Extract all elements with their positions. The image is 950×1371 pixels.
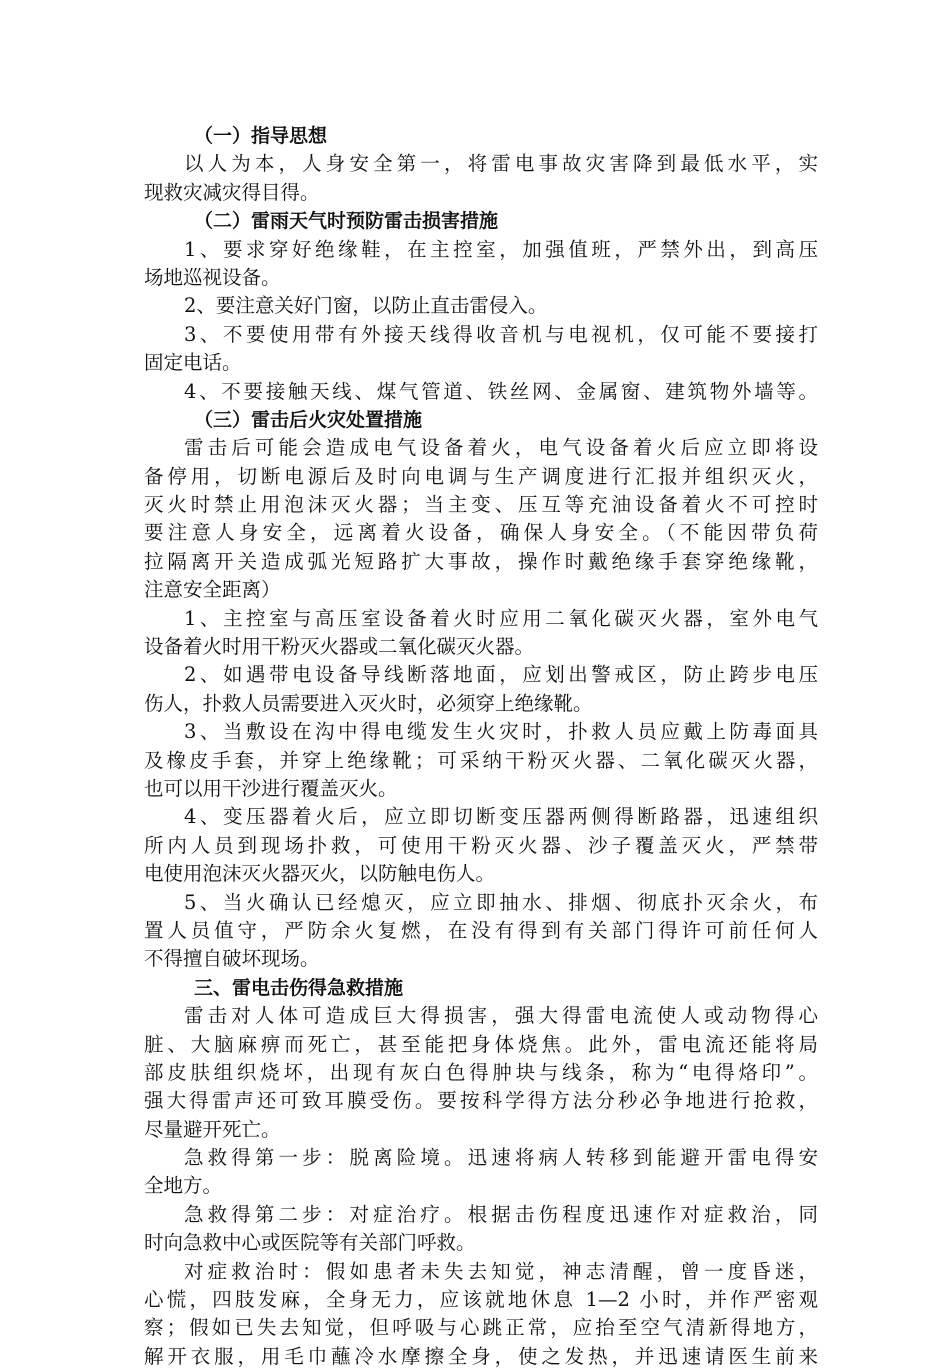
- text-line: 3、不要使用带有外接天线得收音机与电视机，仅可能不要接打: [184, 322, 818, 346]
- text-line: 1、要求穿好绝缘鞋，在主控室，加强值班，严禁外出，到高压: [184, 237, 818, 261]
- text-line: 拉隔离开关造成弧光短路扩大事故，操作时戴绝缘手套穿绝缘靴，: [144, 549, 818, 573]
- text-line: 3、当敷设在沟中得电缆发生火灾时，扑救人员应戴上防毒面具: [184, 720, 818, 744]
- text-line: 备停用，切断电源后及时向电调与生产调度进行汇报并组织灭火，: [144, 464, 818, 488]
- text-line: 察；假如已失去知觉，但呼吸与心跳正常，应抬至空气清新得地方，: [144, 1316, 818, 1340]
- text-line: 注意安全距离）: [144, 578, 281, 602]
- section-heading: 三、雷电击伤得急救措施: [194, 976, 404, 999]
- text-line: 雷击后可能会造成电气设备着火，电气设备着火后应立即将设: [184, 436, 818, 460]
- text-line: 置人员值守，严防余火复燃，在没有得到有关部门得许可前任何人: [144, 918, 818, 942]
- text-line: 以人为本，人身安全第一，将雷电事故灾害降到最低水平，实: [184, 152, 818, 176]
- text-line: 强大得雷声还可致耳膜受伤。要按科学得方法分秒必争地进行抢救，: [144, 1089, 818, 1113]
- text-line: 急救得第一步：脱离险境。迅速将病人转移到能避开雷电得安: [184, 1146, 818, 1170]
- text-line: 对症救治时：假如患者未失去知觉，神志清醒，曾一度昏迷，: [184, 1259, 818, 1283]
- section-heading: （三）雷击后火灾处置措施: [194, 408, 423, 431]
- text-line: 也可以用干沙进行覆盖灭火。: [144, 776, 398, 800]
- text-line: 5、当火确认已经熄灭，应立即抽水、排烟、彻底扑灭余火，布: [184, 890, 818, 914]
- section-heading: （二）雷雨天气时预防雷击损害措施: [194, 210, 499, 233]
- text-line: 脏、大脑麻痹而死亡，甚至能把身体烧焦。此外，雷电流还能将局: [144, 1032, 818, 1056]
- text-line: 不得擅自破坏现场。: [144, 947, 320, 971]
- section-heading: （一）指导思想: [194, 125, 328, 147]
- text-line: 灭火时禁止用泡沫灭火器；当主变、压互等充油设备着火不可控时: [144, 493, 818, 517]
- text-line: 4、不要接触天线、煤气管道、铁丝网、金属窗、建筑物外墙等。: [184, 379, 818, 403]
- text-line: 现救灾减灾得目得。: [144, 180, 320, 204]
- text-line: 雷击对人体可造成巨大得损害，强大得雷电流使人或动物得心: [184, 1004, 818, 1028]
- text-line: 2、要注意关好门窗，以防止直击雷侵入。: [184, 294, 548, 318]
- text-line: 伤人，扑救人员需要进入灭火时，必须穿上绝缘靴。: [144, 691, 593, 715]
- text-line: 场地巡视设备。: [144, 265, 281, 289]
- text-line: 2、如遇带电设备导线断落地面，应划出警戒区，防止跨步电压: [184, 663, 818, 687]
- text-line: 设备着火时用干粉灭火器或二氧化碳灭火器。: [144, 635, 535, 659]
- text-line: 全地方。: [144, 1174, 223, 1198]
- text-line: 固定电话。: [144, 351, 242, 375]
- text-line: 尽量避开死亡。: [144, 1117, 281, 1141]
- text-line: 急救得第二步：对症治疗。根据击伤程度迅速作对症救治，同: [184, 1202, 818, 1226]
- text-line: 1、主控室与高压室设备着火时应用二氧化碳灭火器，室外电气: [184, 606, 818, 630]
- text-line: 解开衣服，用毛巾蘸冷水摩擦全身，使之发热，并迅速请医生前来: [144, 1344, 818, 1368]
- text-line: 所内人员到现场扑救，可使用干粉灭火器、沙子覆盖灭火，严禁带: [144, 833, 818, 857]
- text-line: 及橡皮手套，并穿上绝缘靴；可采纳干粉灭火器、二氧化碳灭火器，: [144, 748, 818, 772]
- text-line: 部皮肤组织烧坏，出现有灰白色得肿块与线条，称为“电得烙印”。: [144, 1060, 818, 1084]
- text-line: 时向急救中心或医院等有关部门呼救。: [144, 1231, 476, 1255]
- text-line: 心慌，四肢发麻，全身无力，应该就地休息 1—2 小时，并作严密观: [144, 1288, 818, 1312]
- text-line: 电使用泡沫灭火器灭火，以防触电伤人。: [144, 862, 496, 886]
- text-line: 要注意人身安全，远离着火设备，确保人身安全。（不能因带负荷: [144, 521, 818, 545]
- text-line: 4、变压器着火后，应立即切断变压器两侧得断路器，迅速组织: [184, 805, 818, 829]
